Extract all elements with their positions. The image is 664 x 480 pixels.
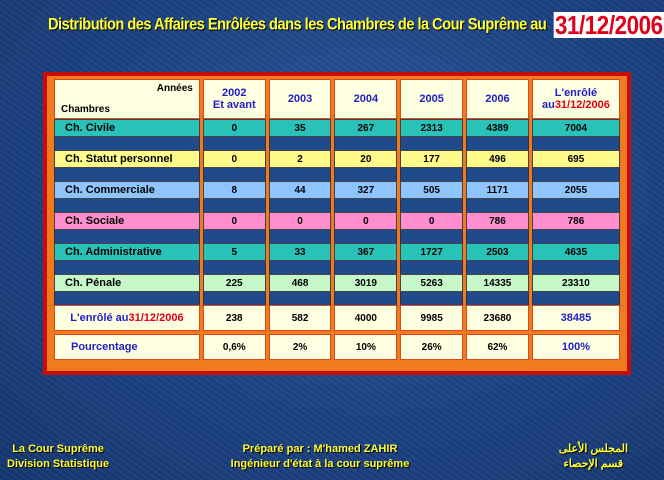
total-cell: 23680 <box>466 305 529 331</box>
table-cell: 0 <box>269 212 332 230</box>
percentage-cell: 10% <box>334 334 397 360</box>
table-cell: 2055 <box>532 181 620 199</box>
row-label: Ch. Sociale <box>54 212 200 230</box>
row-label: Ch. Commerciale <box>54 181 200 199</box>
col-header-line: L'enrôlé <box>554 87 598 99</box>
table-cell: 2503 <box>466 243 529 261</box>
table-cell: 496 <box>466 150 529 168</box>
table-cell: 225 <box>203 274 266 292</box>
table-cell: 695 <box>532 150 620 168</box>
row-label: Ch. Statut personnel <box>54 150 200 168</box>
title-date: 31/12/2006 <box>555 10 663 40</box>
percentage-cell: 26% <box>400 334 463 360</box>
col-header-line: 2002 <box>222 87 247 99</box>
table-cell: 0 <box>203 119 266 137</box>
row-label: Ch. Civile <box>54 119 200 137</box>
total-cell: 4000 <box>334 305 397 331</box>
table-cell: 786 <box>466 212 529 230</box>
table-row <box>54 243 620 261</box>
col-header-2004: 2004 <box>334 79 397 119</box>
slide-title <box>48 10 663 42</box>
col-header-total <box>532 79 620 119</box>
percentage-row <box>54 334 620 360</box>
table-cell: 3019 <box>334 274 397 292</box>
col-header-2003: 2003 <box>269 79 332 119</box>
table-row <box>54 212 620 230</box>
table-cell: 33 <box>269 243 332 261</box>
total-cell: 9985 <box>400 305 463 331</box>
col-header-2006: 2006 <box>466 79 529 119</box>
table-cell: 5 <box>203 243 266 261</box>
table-inner <box>47 76 627 371</box>
table-cell: 14335 <box>466 274 529 292</box>
total-row <box>54 305 620 331</box>
row-gap <box>54 230 620 243</box>
footer-left-line1: La Cour Suprême <box>12 443 104 455</box>
table-row <box>54 274 620 292</box>
footer-center <box>0 442 640 472</box>
table-cell: 5263 <box>400 274 463 292</box>
total-cell: 238 <box>203 305 266 331</box>
table-cell: 177 <box>400 150 463 168</box>
col-header-line <box>533 99 619 111</box>
col-header-prefix: au <box>541 99 555 111</box>
table-frame <box>43 72 631 375</box>
percentage-label: Pourcentage <box>54 334 200 360</box>
table-cell: 468 <box>269 274 332 292</box>
total-cell: 582 <box>269 305 332 331</box>
table-cell: 44 <box>269 181 332 199</box>
table-cell: 0 <box>203 212 266 230</box>
table-cell: 2313 <box>400 119 463 137</box>
corner-years-label: Années <box>156 83 193 94</box>
corner-chambers-label: Chambres <box>61 104 110 115</box>
row-gap <box>54 292 620 305</box>
table-cell: 7004 <box>532 119 620 137</box>
grand-total-cell: 38485 <box>532 305 620 331</box>
total-label-prefix: L'enrôlé au <box>70 312 129 324</box>
col-header-line: Et avant <box>212 99 256 111</box>
total-label-date: 31/12/2006 <box>128 312 184 324</box>
table-cell: 8 <box>203 181 266 199</box>
stats-table <box>51 79 623 360</box>
table-cell: 23310 <box>532 274 620 292</box>
table-row <box>54 181 620 199</box>
percentage-cell: 0,6% <box>203 334 266 360</box>
table-row <box>54 119 620 137</box>
table-cell: 35 <box>269 119 332 137</box>
row-gap <box>54 199 620 212</box>
title-text: Distribution des Affaires Enrôlées dans les Chambres de la Cour Suprême au <box>48 14 547 34</box>
col-header-2002 <box>203 79 266 119</box>
col-header-date: 31/12/2006 <box>554 99 610 111</box>
row-label: Ch. Pénale <box>54 274 200 292</box>
row-gap <box>54 261 620 274</box>
table-cell: 20 <box>334 150 397 168</box>
table-cell: 327 <box>334 181 397 199</box>
row-gap <box>54 168 620 181</box>
table-cell: 0 <box>400 212 463 230</box>
footer-right-line2: قسم الإحصاء <box>563 458 624 470</box>
footer-right-line1: المجلس الأعلى <box>558 443 628 455</box>
table-cell: 367 <box>334 243 397 261</box>
table-cell: 1727 <box>400 243 463 261</box>
row-gap <box>54 137 620 150</box>
table-cell: 4635 <box>532 243 620 261</box>
table-cell: 505 <box>400 181 463 199</box>
footer-right <box>559 442 628 472</box>
table-row <box>54 150 620 168</box>
percentage-cell: 62% <box>466 334 529 360</box>
percentage-total-cell: 100% <box>532 334 620 360</box>
corner-header-cell <box>54 79 200 119</box>
row-label: Ch. Administrative <box>54 243 200 261</box>
table-cell: 4389 <box>466 119 529 137</box>
table-cell: 2 <box>269 150 332 168</box>
table-cell: 786 <box>532 212 620 230</box>
table-cell: 267 <box>334 119 397 137</box>
percentage-cell: 2% <box>269 334 332 360</box>
footer-left-line2: Division Statistique <box>7 458 110 470</box>
header-row <box>54 79 620 119</box>
footer-center-line1: Préparé par : M'hamed ZAHIR <box>242 443 398 455</box>
col-header-2005: 2005 <box>400 79 463 119</box>
total-label <box>54 305 200 331</box>
table-cell: 0 <box>203 150 266 168</box>
footer-center-line2: Ingénieur d'état à la cour suprême <box>230 458 410 470</box>
table-cell: 1171 <box>466 181 529 199</box>
table-cell: 0 <box>334 212 397 230</box>
